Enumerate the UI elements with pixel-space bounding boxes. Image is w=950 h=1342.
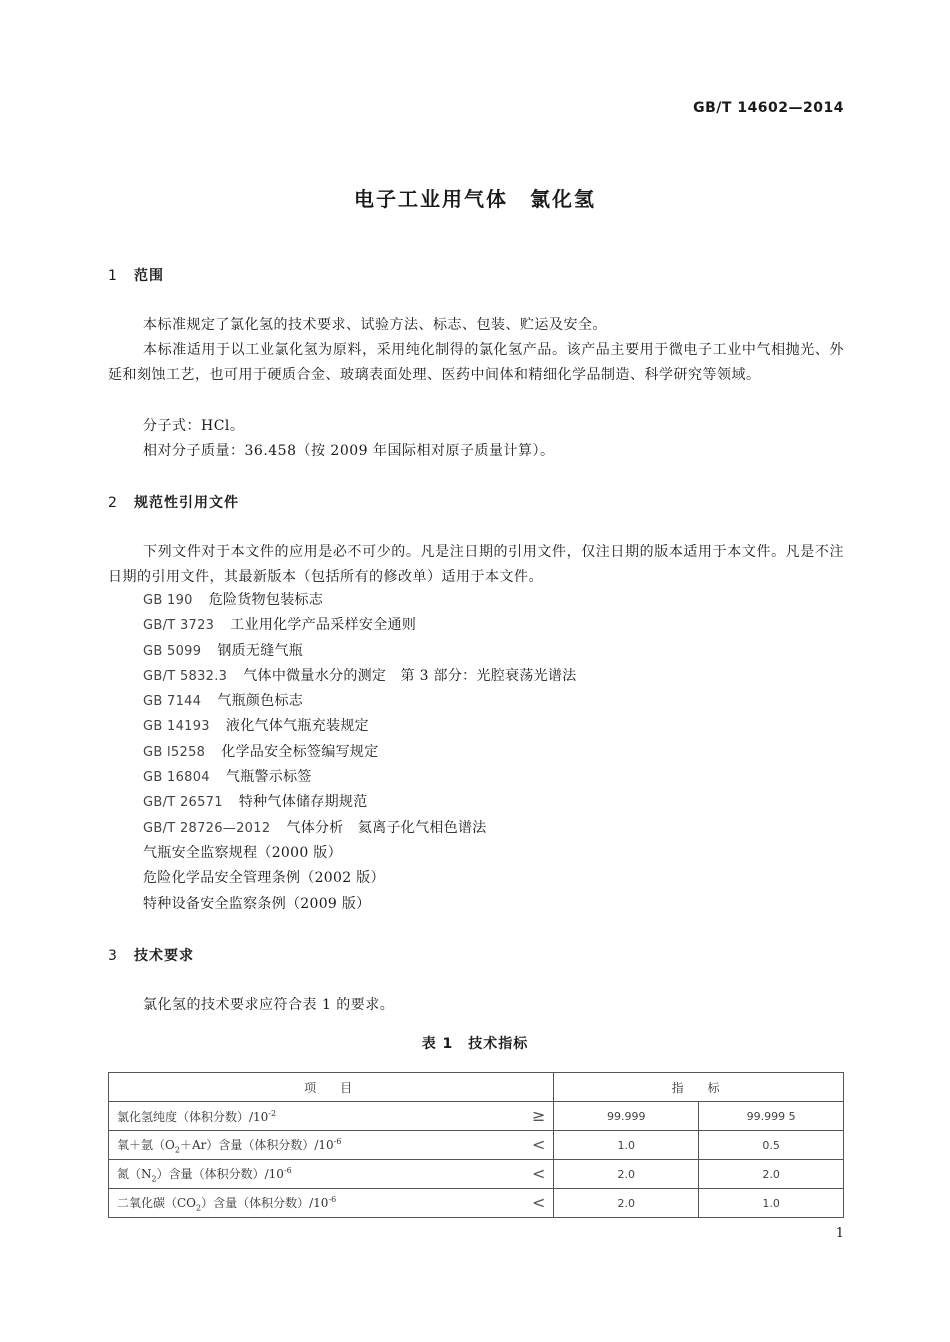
paragraph: 下列文件对于本文件的应用是必不可少的。凡是注日期的引用文件，仅注日期的版本适用于本文件。凡是不注日期的引用文件，其最新版本（包括所有的修改单）适用于本文件。 — [108, 544, 844, 585]
reference-item — [143, 816, 577, 841]
table-row — [109, 1131, 844, 1160]
item-label: 二氧化碳$(CO_2)$含量（体积分数）/10 — [117, 1195, 329, 1213]
paragraph: 相对分子质量：36.458（按 2009 年国际相对原子质量计算）。 — [143, 443, 555, 459]
header-spec: 指 标 — [554, 1073, 844, 1102]
reference-code: GB 16804 — [143, 770, 210, 786]
reference-title: 气体分析 氦离子化气相色谱法 — [286, 819, 487, 836]
value-grade-1: 2.0 — [554, 1160, 699, 1189]
reference-code: GB l5258 — [143, 744, 206, 760]
table-row — [109, 1102, 844, 1131]
value-grade-2: 1.0 — [699, 1189, 844, 1218]
value-grade-2: 99.999 5 — [699, 1102, 844, 1131]
reference-code: GB 5099 — [143, 643, 202, 659]
row-item — [109, 1160, 554, 1189]
operator: < — [531, 1135, 546, 1154]
section-number: 2 — [108, 495, 118, 511]
reference-item — [143, 613, 577, 638]
reference-code: GB/T 5832.3 — [143, 668, 228, 684]
operator: < — [531, 1164, 546, 1183]
row-item — [109, 1189, 554, 1218]
reference-item — [143, 866, 577, 891]
reference-title: 特种气体储存期规范 — [238, 794, 368, 811]
reference-code: GB 7144 — [143, 694, 202, 710]
reference-item — [143, 790, 577, 815]
section-2-heading — [108, 492, 239, 512]
reference-item — [143, 740, 577, 765]
reference-title: 化学品安全标签编写规定 — [221, 743, 379, 760]
item-label: 氮$(N_2)$含量（体积分数）/10 — [117, 1166, 284, 1184]
reference-title: 气瓶颜色标志 — [217, 693, 304, 710]
reference-item — [143, 841, 577, 866]
paragraph: 氯化氢的技术要求应符合表 1 的要求。 — [143, 997, 395, 1013]
row-item — [109, 1102, 554, 1131]
reference-title: 危险化学品安全管理条例（2002 版） — [143, 870, 385, 887]
reference-code: GB 14193 — [143, 719, 210, 735]
technical-spec-table — [108, 1072, 844, 1218]
table-caption: 表 1 技术指标 — [421, 1036, 529, 1052]
operator: < — [531, 1193, 546, 1212]
table-row — [109, 1160, 844, 1189]
section-number: 3 — [108, 948, 118, 964]
item-exponent: -2 — [268, 1108, 277, 1118]
reference-title: 液化气体气瓶充装规定 — [225, 718, 369, 735]
standard-code: GB/T 14602—2014 — [693, 100, 844, 116]
value-grade-2: 2.0 — [699, 1160, 844, 1189]
reference-list — [143, 588, 577, 917]
value-grade-1: 2.0 — [554, 1189, 699, 1218]
value-grade-1: 99.999 — [554, 1102, 699, 1131]
item-exponent: -6 — [283, 1165, 292, 1175]
document-title: 电子工业用气体 氯化氢 — [354, 187, 596, 211]
reference-code: GB/T 28726—2012 — [143, 820, 271, 836]
paragraph: 本标准规定了氯化氢的技术要求、试验方法、标志、包装、贮运及安全。 — [143, 317, 607, 333]
paragraph: 本标准适用于以工业氯化氢为原料，采用纯化制得的氯化氢产品。该产品主要用于微电子工业中气相抛光、外延和刻蚀工艺，也可用于硬质合金、玻璃表面处理、医药中间体和精细化学品制造、科学研究等领域。 — [108, 342, 844, 383]
reference-item — [143, 892, 577, 917]
section-title: 规范性引用文件 — [134, 495, 239, 511]
section-title: 范围 — [134, 268, 164, 284]
row-item — [109, 1131, 554, 1160]
header-item: 项 目 — [109, 1073, 554, 1102]
item-exponent: -6 — [328, 1194, 337, 1204]
reference-title: 气瓶警示标签 — [225, 769, 312, 786]
reference-title: 气瓶安全监察规程（2000 版） — [143, 844, 342, 861]
reference-item — [143, 588, 577, 613]
section-1-heading — [108, 265, 164, 285]
reference-code: GB/T 3723 — [143, 618, 215, 634]
reference-title: 危险货物包装标志 — [208, 592, 324, 608]
reference-item — [143, 664, 577, 689]
reference-item — [143, 639, 577, 664]
reference-code: GB 190 — [143, 593, 193, 608]
item-label: 氧＋氩$(O_2+Ar)$含量（体积分数）/10 — [117, 1137, 334, 1155]
value-grade-1: 1.0 — [554, 1131, 699, 1160]
reference-item — [143, 765, 577, 790]
section-title: 技术要求 — [134, 948, 194, 964]
reference-title: 钢质无缝气瓶 — [217, 642, 304, 659]
item-label: 氯化氢纯度（体积分数）/10 — [117, 1109, 269, 1124]
reference-code: GB/T 26571 — [143, 795, 223, 811]
section-3-heading — [108, 945, 194, 965]
reference-title: 工业用化学产品采样安全通则 — [230, 617, 417, 634]
paragraph: 分子式：HCl。 — [143, 418, 245, 434]
page-number: 1 — [835, 1226, 844, 1241]
table-row — [109, 1189, 844, 1218]
reference-title: 气体中微量水分的测定 第 3 部分：光腔衰荡光谱法 — [243, 667, 577, 684]
reference-title: 特种设备安全监察条例（2009 版） — [143, 895, 371, 912]
table-header-row — [109, 1073, 844, 1102]
reference-item — [143, 714, 577, 739]
value-grade-2: 0.5 — [699, 1131, 844, 1160]
section-number: 1 — [108, 268, 118, 284]
operator: ≥ — [531, 1106, 546, 1125]
reference-item — [143, 689, 577, 714]
item-exponent: -6 — [333, 1136, 342, 1146]
